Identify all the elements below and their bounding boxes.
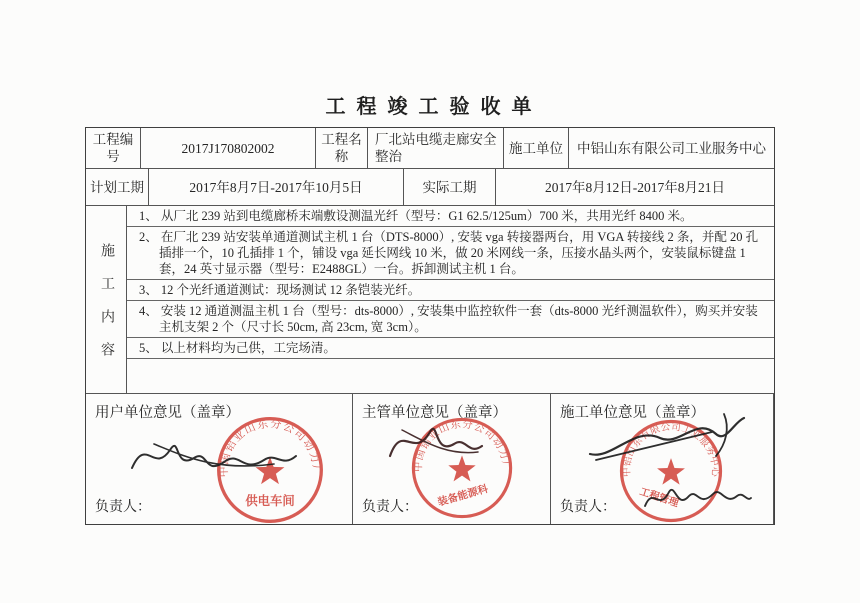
user-unit-opinion-cell xyxy=(86,394,353,524)
content-item-3 xyxy=(127,280,774,301)
construction-unit-stamp-arc-text: 中铝山东有限公司工业服务中心 xyxy=(621,421,721,478)
user-unit-opinion-header: 用户单位意见（盖章） xyxy=(95,405,240,421)
content-item-2 xyxy=(127,227,774,280)
project-number-value: 2017J170802002 xyxy=(141,128,316,168)
actual-period-value: 2017年8月12日-2017年8月21日 xyxy=(545,179,725,195)
acceptance-form-table xyxy=(85,127,775,525)
project-name-label: 工程名称 xyxy=(316,128,368,168)
content-item-2-text: 2、 在厂北 239 站安装单通道测试主机 1 台（DTS-8000）, 安装 vga 转接器两台，用 VGA 转接线 2 条，并配 20 孔插排一个，10 孔插排 1 个，铺设 vga 延长网线 10 米，做 20 米网线一条，压接水晶头两个，安装鼠标键盘 1 套，24 英寸显示器（型号：E2488GL）一台。拆卸测试主机 1 台。 xyxy=(139,230,759,276)
supervisor-unit-signer-label: 负责人： xyxy=(362,500,418,515)
content-item-5-text: 5、 以上材料均为己供，工完场清。 xyxy=(139,341,336,355)
supervisor-unit-stamp-arc-text: 中国铝业山东分公司动力厂 xyxy=(413,419,511,473)
supervisor-unit-stamp-center-text: 装备能源科 xyxy=(436,483,490,509)
project-number-label: 工程编号 xyxy=(86,128,141,168)
construction-unit-stamp-center-text: 工程管理 xyxy=(638,486,680,510)
user-unit-stamp-center-text: 供电车间 xyxy=(245,494,295,509)
content-item-4-text: 4、 安装 12 通道测温主机 1 台（型号：dts-8000）, 安装集中监控软件一套（dts-8000 光纤测温软件），购买并安装主机支架 2 个（尺寸长 50cm, 高 23cm, 宽 3cm）。 xyxy=(139,304,758,334)
content-item-3-text: 3、 12 个光纤通道测试：现场测试 12 条铠装光纤。 xyxy=(139,283,421,297)
contractor-label: 施工单位 xyxy=(504,128,569,168)
content-item-1 xyxy=(127,206,774,227)
contractor-value: 中铝山东有限公司工业服务中心 xyxy=(577,140,766,156)
actual-period-label: 实际工期 xyxy=(404,169,496,205)
construction-unit-opinion-header: 施工单位意见（盖章） xyxy=(560,405,705,421)
construction-content-label-cell xyxy=(86,206,127,393)
project-name-value: 厂北站电缆走廊安全整治 xyxy=(368,128,504,168)
info-row-2 xyxy=(86,169,774,206)
content-item-5 xyxy=(127,338,774,359)
construction-unit-signer-label: 负责人： xyxy=(560,500,616,515)
user-unit-stamp-arc-text: 中国铝业山东分公司动力厂 xyxy=(218,417,322,478)
supervisor-unit-opinion-cell xyxy=(353,394,551,524)
page-title: 工 程 竣 工 验 收 单 xyxy=(325,96,535,118)
construction-content-body xyxy=(127,206,774,393)
construction-content-label: 施工内容 xyxy=(99,243,114,375)
construction-content-section xyxy=(86,206,774,394)
user-unit-signer-label: 负责人： xyxy=(95,500,151,515)
construction-unit-opinion-cell xyxy=(551,394,774,524)
opinions-row xyxy=(86,394,774,524)
info-row-1 xyxy=(86,128,774,169)
content-item-1-text: 1、 从厂北 239 站到电缆廊桥末端敷设测温光纤（型号：G1 62.5/125um）700 米，共用光纤 8400 米。 xyxy=(139,209,693,223)
planned-period-label: 计划工期 xyxy=(86,169,149,205)
content-empty-row xyxy=(127,359,774,393)
supervisor-unit-opinion-header: 主管单位意见（盖章） xyxy=(362,405,507,421)
planned-period-value: 2017年8月7日-2017年10月5日 xyxy=(149,169,404,205)
content-item-4 xyxy=(127,301,774,338)
